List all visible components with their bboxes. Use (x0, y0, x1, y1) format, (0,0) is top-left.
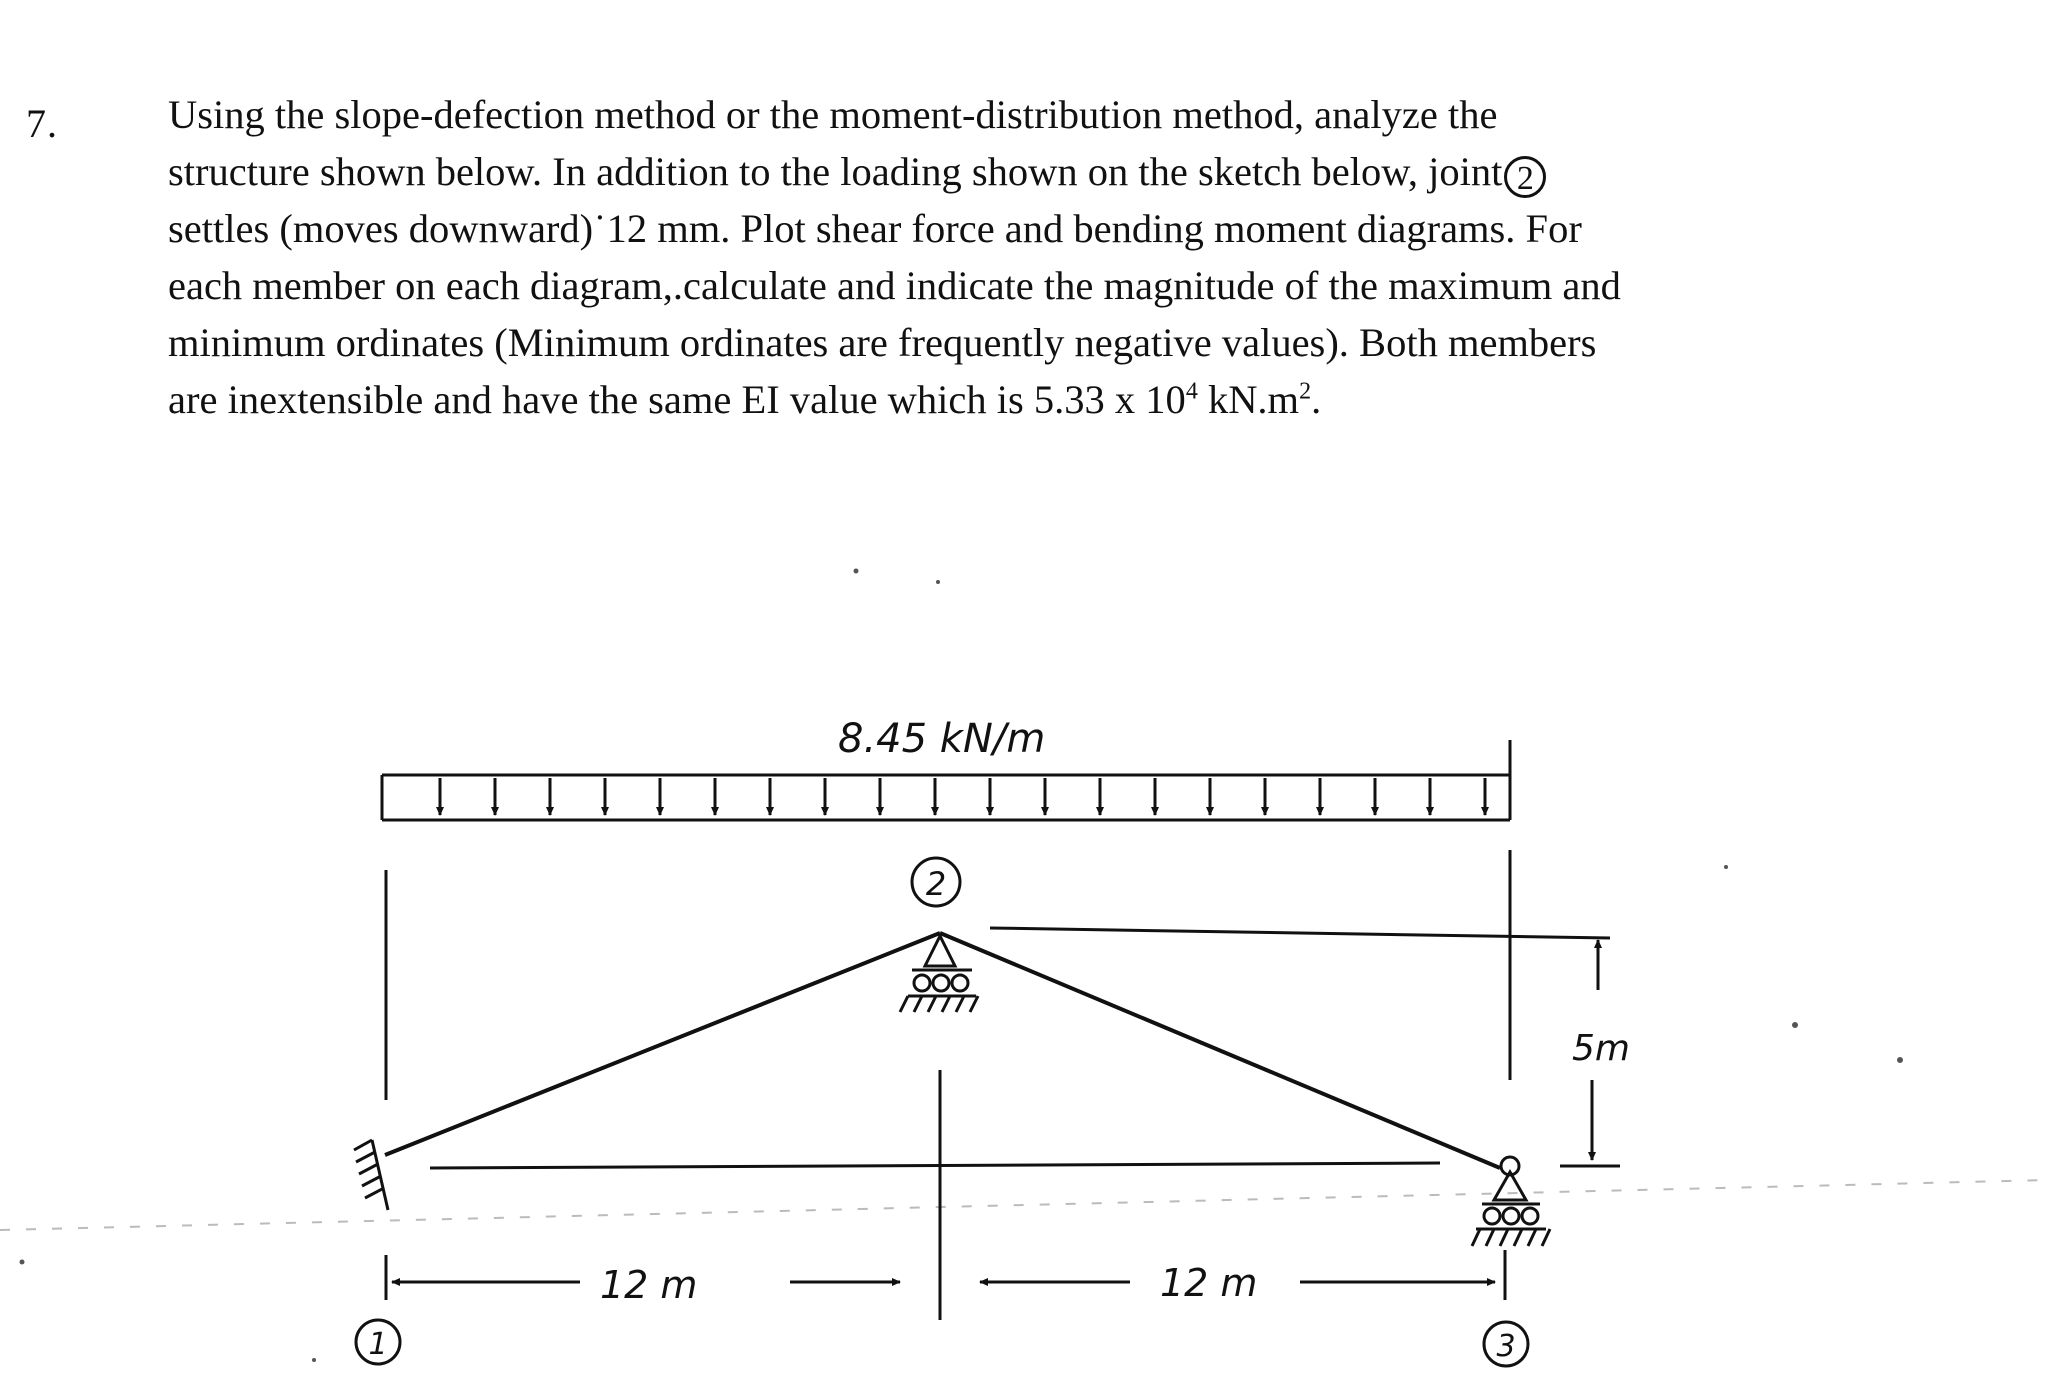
joint-3-label: 3 (1496, 1329, 1516, 1364)
question-line-5: minimum ordinates (Minimum ordinates are frequently negative values). Both members (168, 320, 1597, 365)
joint-2-marker (912, 858, 960, 906)
load-arrows (440, 778, 1485, 815)
span-dimensions (386, 1250, 1505, 1300)
question-line-1: Using the slope-defection method or the moment-distribution method, analyze the (168, 92, 1498, 137)
exponent-2: 2 (1299, 378, 1312, 405)
scan-specks (0, 569, 2048, 1363)
span-right-label: 12 m (1160, 1261, 1258, 1305)
joint-2-label: 2 (925, 865, 947, 903)
question-line-4: each member on each diagram,.calculate and indicate the magnitude of the maximum and (168, 263, 1621, 308)
question-line-2-text: structure shown below. In addition to the loading shown on the sketch below, joint (168, 149, 1503, 194)
roller-support-joint-2 (900, 936, 978, 1012)
top-reference-line (990, 928, 1610, 938)
roller-support-joint-3 (1472, 1157, 1550, 1246)
span-left-label: 12 m (600, 1263, 698, 1307)
joint-1-marker (356, 1320, 400, 1364)
load-label: 8.45 kN/m (838, 716, 1046, 762)
question-line-3: settles (moves downward)˙12 mm. Plot shear force and bending moment diagrams. For (168, 206, 1582, 251)
member-1-2 (385, 933, 940, 1155)
period: . (1311, 377, 1322, 422)
joint-3-marker (1484, 1322, 1528, 1366)
joint-2-inline-marker: 2 (1504, 156, 1546, 198)
height-label: 5m (1572, 1028, 1630, 1069)
unit-text: kN.m (1197, 377, 1300, 422)
distributed-load (382, 716, 1510, 820)
height-dimension (1560, 940, 1630, 1166)
member-2-3 (940, 933, 1500, 1168)
question-number: 7. (26, 101, 58, 146)
question-line-6-text: are inextensible and have the same EI value which is 5.33 x 10 (168, 377, 1186, 422)
joint-1-label: 1 (368, 1327, 388, 1362)
fixed-support (354, 1140, 388, 1210)
exponent-4: 4 (1185, 378, 1198, 405)
base-reference-line (430, 1163, 1440, 1168)
